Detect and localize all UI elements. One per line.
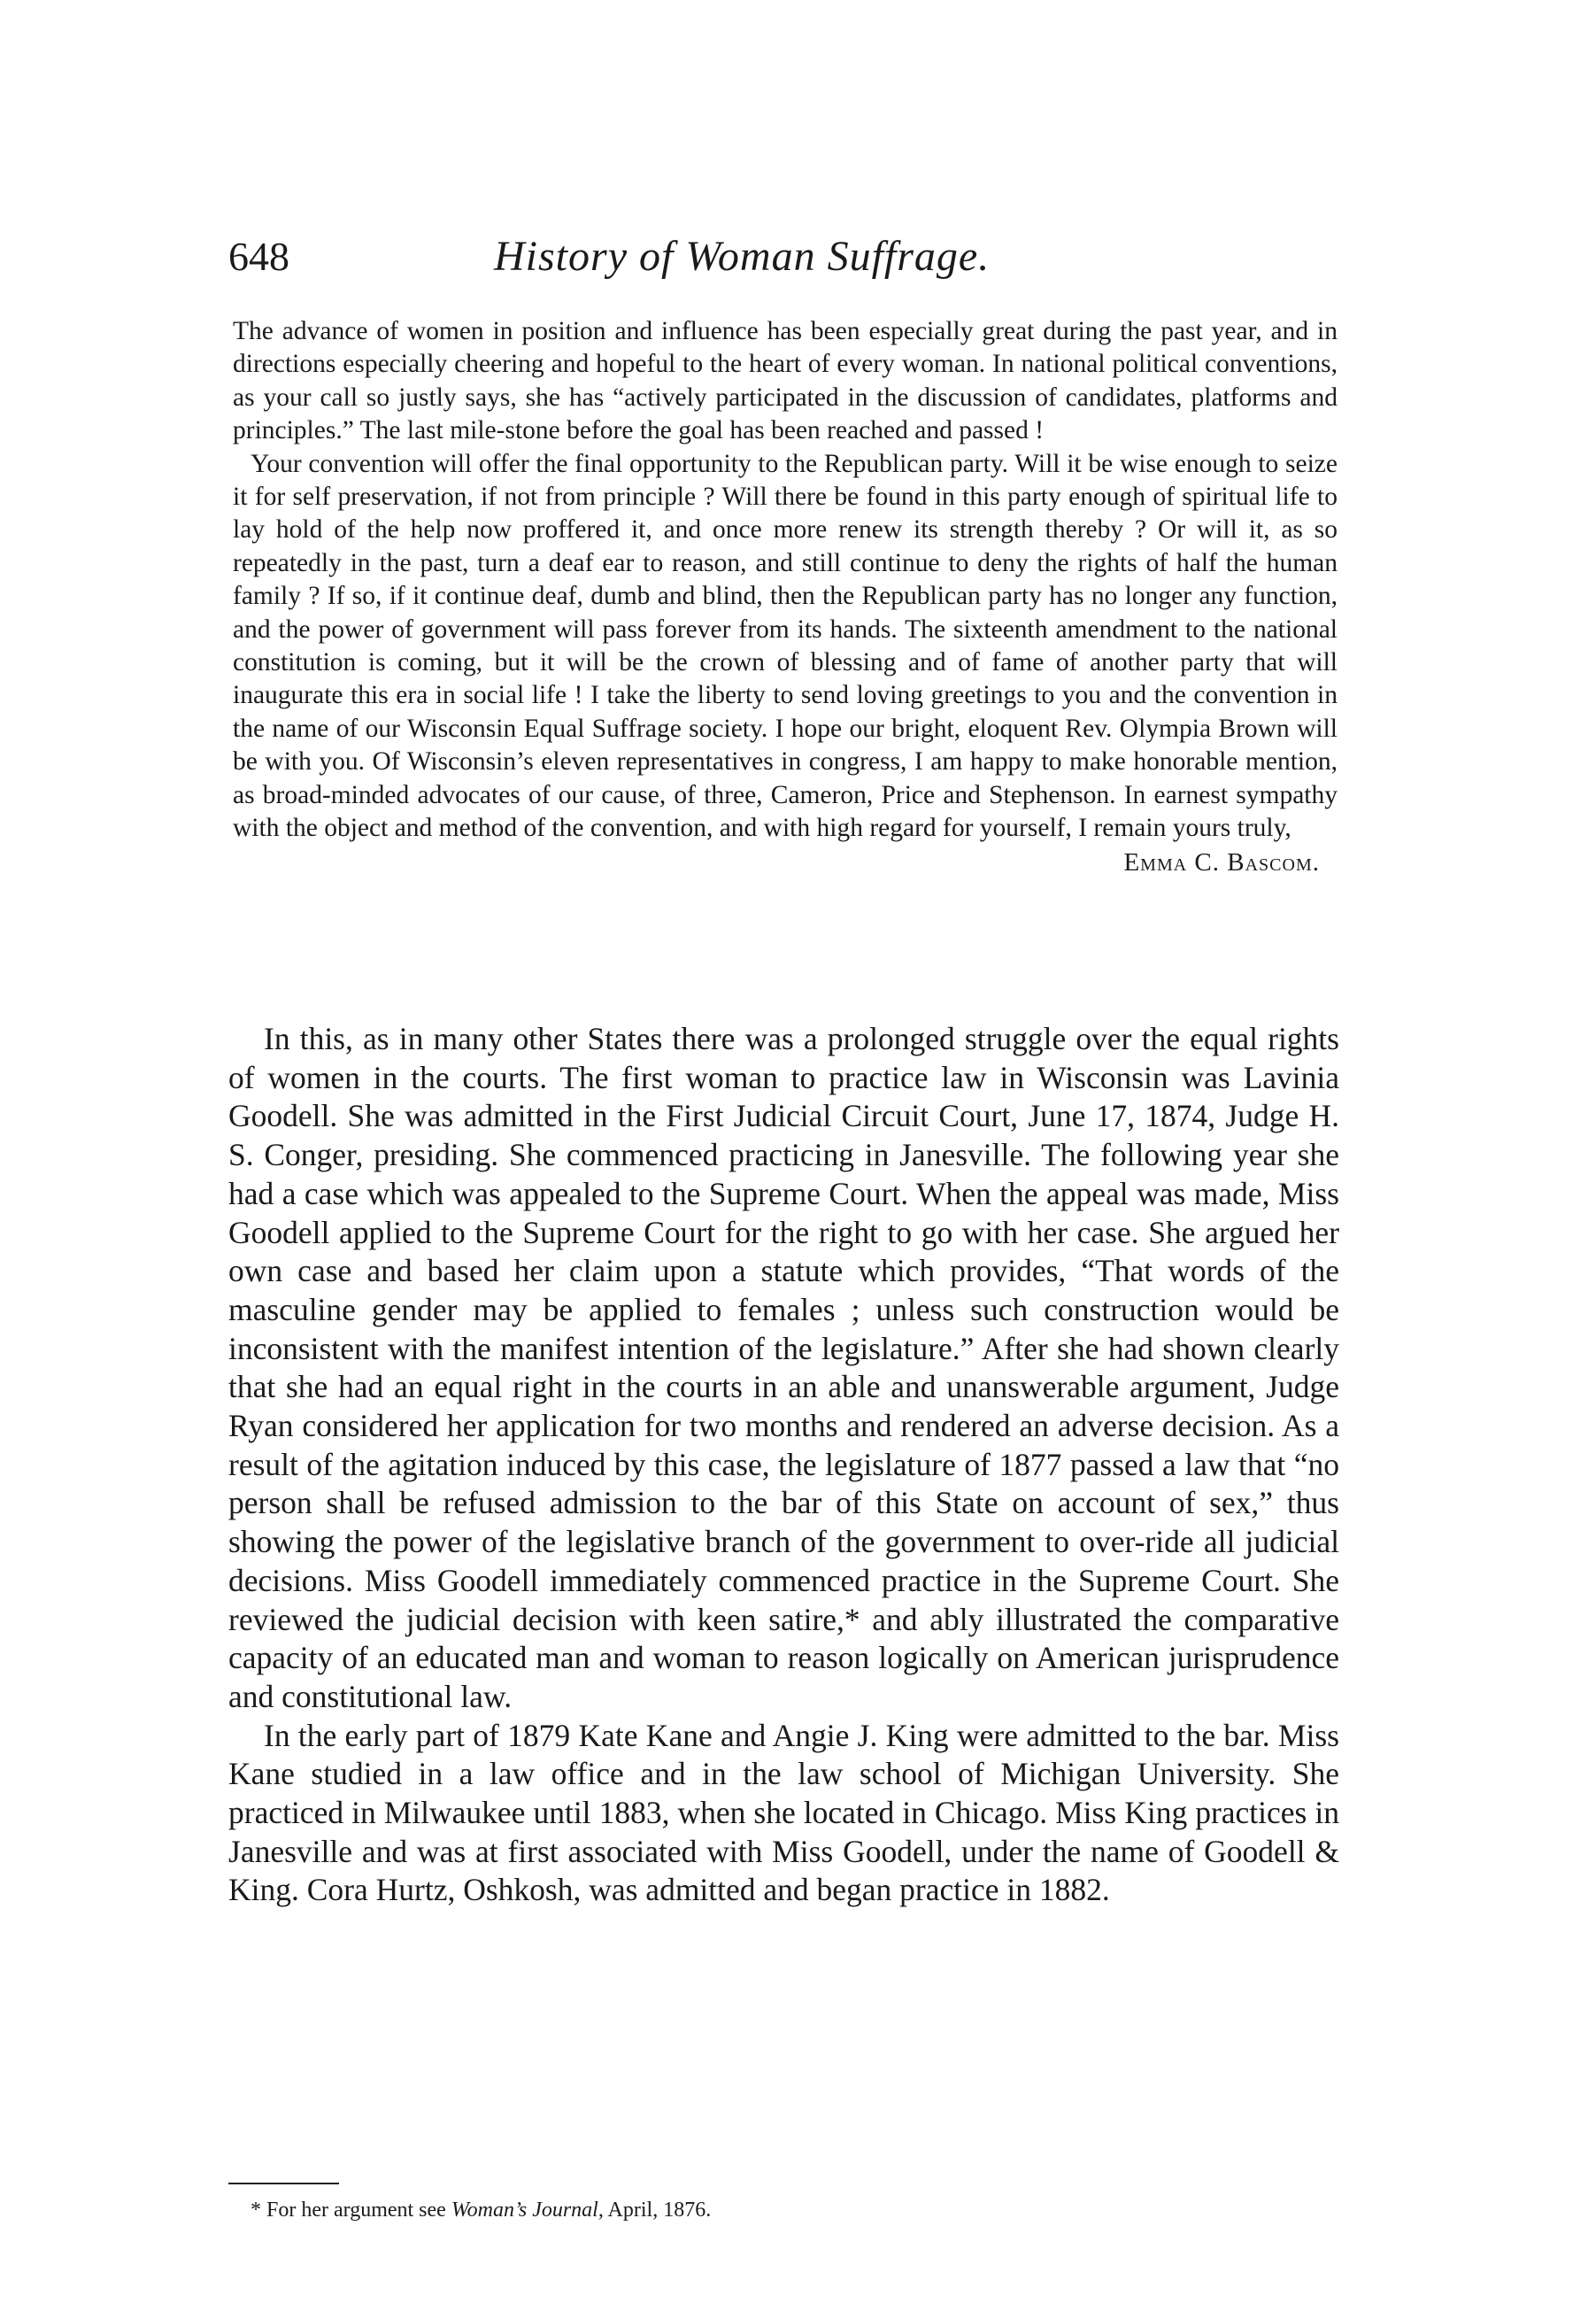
running-title: History of Woman Suffrage. <box>494 233 991 280</box>
footnote-journal-title: Woman’s Journal, <box>451 2199 604 2222</box>
footnote-prefix: For her argument see <box>266 2199 446 2222</box>
footnote-marker: * <box>251 2199 261 2222</box>
page-number: 648 <box>228 234 289 279</box>
quoted-letter <box>233 315 1338 879</box>
main-text <box>228 1020 1339 1910</box>
body-paragraph-2: In the early part of 1879 Kate Kane and Angie J. King were admitted to the bar. Miss Kane studied in a law office and in the law school of Michigan University. She practiced in Milwaukee until 1883, when she located in Chicago. Miss King practices in Janesville and was at first associated with Miss Goodell, under the name of Goodell & King. Cora Hurtz, Oshkosh, was admitted and began practice in 1882. <box>228 1717 1339 1908</box>
footnote-divider <box>228 2183 339 2184</box>
letter-paragraph-2: Your convention will offer the final opportunity to the Republican party. Will it be wise enough to seize it for self preservation, if not from principle ? Will there be found in this party enough of spiritual life to lay hold of the help now proffered it, and once more renew its strength thereby ? Or will it, as so repeatedly in the past, turn a deaf ear to reason, and still continue to deny the rights of half the human family ? If so, if it continue deaf, dumb and blind, then the Republican party has no longer any function, and the power of government will pass forever from its hands. The sixteenth amendment to the national constitution is coming, but it will be the crown of blessing and of fame of another party that will inaugurate this era in social life ! I take the liberty to send loving greetings to you and the convention in the name of our Wisconsin Equal Suffrage society. I hope our bright, eloquent Rev. Olympia Brown will be with you. Of Wisconsin’s eleven representatives in congress, I am happy to make honorable mention, as broad-minded advocates of our cause, of three, Cameron, Price and Stephenson. In earnest sympathy with the object and method of the convention, and with high regard for yourself, I remain yours truly, <box>233 449 1338 843</box>
footnote <box>251 2196 1224 2224</box>
letter-paragraph-1: The advance of women in position and influence has been especially great during the past year, and in directions especially cheering and hopeful to the heart of every woman. In national political conventions, as your call so justly says, she has “actively participated in the discussion of candidates, platforms and principles.” The last mile-stone before the goal has been reached and passed ! <box>233 317 1338 445</box>
footnote-date: April, 1876. <box>607 2199 712 2222</box>
body-paragraph-1: In this, as in many other States there was a prolonged struggle over the equal rights of women in the courts. The first woman to practice law in Wisconsin was Lavinia Goodell. She was admitted in the First Judicial Circuit Court, June 17, 1874, Judge H. S. Conger, presiding. She commenced practicing in Janesville. The following year she had a case which was appealed to the Supreme Court. When the appeal was made, Miss Goodell applied to the Supreme Court for the right to go with her case. She argued her own case and based her claim upon a statute which provides, “That words of the masculine gender may be applied to females ; unless such construction would be inconsistent with the manifest intention of the legislature.” After she had shown clearly that she had an equal right in the courts in an able and unanswerable argument, Judge Ryan considered her application for two months and rendered an adverse decision. As a result of the agitation induced by this case, the legislature of 1877 passed a law that “no person shall be refused admission to the bar of this State on account of sex,” thus showing the power of the legislative branch of the government to over-ride all judicial decisions. Miss Goodell immediately commenced practice in the Supreme Court. She reviewed the judicial decision with keen satire,* and ably illustrated the comparative capacity of an educated man and woman to reason logically on American jurisprudence and constitutional law. <box>228 1021 1339 1714</box>
page-header <box>228 232 1335 294</box>
letter-signature: Emma C. Bascom. <box>1123 847 1320 877</box>
